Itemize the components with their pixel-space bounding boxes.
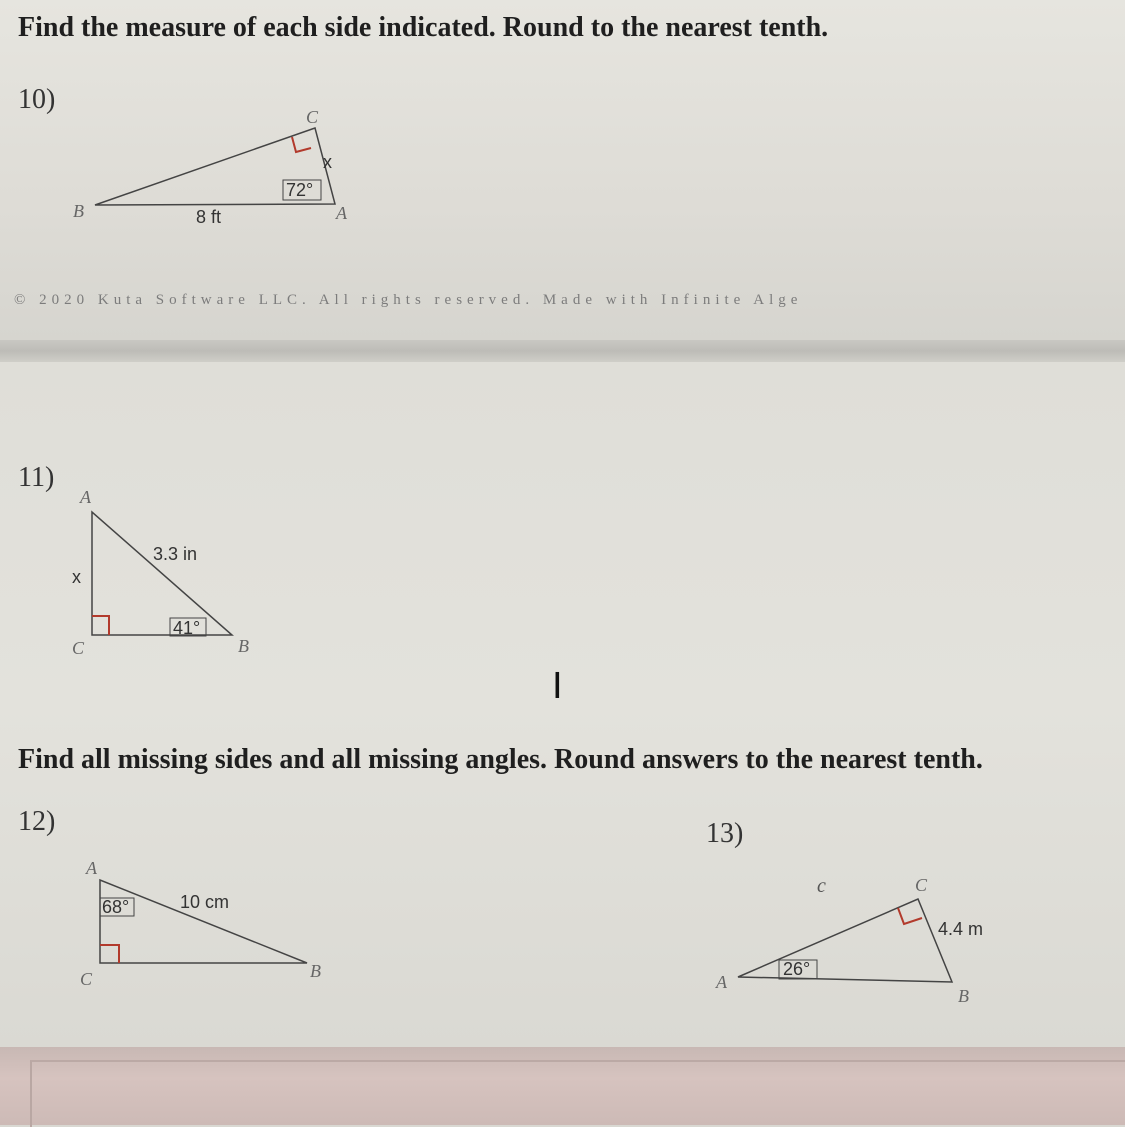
- problem-number-10: 10): [18, 84, 56, 115]
- vertex-label-b-10: B: [73, 201, 84, 221]
- angle-label-13: 26°: [783, 959, 811, 979]
- side-label-11: 3.3 in: [153, 544, 198, 564]
- angle-label-11: 41°: [173, 618, 201, 638]
- vertex-label-a-10: A: [336, 203, 347, 223]
- vertex-label-b-11: B: [238, 636, 249, 656]
- side-label-12: 10 cm: [180, 892, 230, 912]
- vertex-label-a-12: A: [86, 858, 97, 878]
- side-label-13: 4.4 m: [938, 919, 984, 939]
- vertex-label-b-13: B: [958, 986, 969, 1006]
- instructions-heading-2: Find all missing sides and all missing angles. Round answers to the nearest tenth.: [18, 744, 983, 775]
- vertex-label-a-11: A: [80, 487, 91, 507]
- vertex-label-a-13: A: [716, 972, 727, 992]
- triangle-11: [92, 512, 232, 635]
- right-angle-mark-12: [100, 945, 119, 963]
- unknown-x-11: x: [72, 567, 81, 587]
- problem-number-12: 12): [18, 806, 56, 837]
- right-angle-mark-11: [92, 616, 109, 635]
- vertex-label-c-10: C: [306, 107, 319, 127]
- unknown-x-10: x: [323, 152, 332, 172]
- angle-label-10: 72°: [286, 180, 314, 200]
- problem-number-13: 13): [706, 818, 744, 849]
- angle-label-12: 68°: [102, 897, 130, 917]
- triangle-13: [738, 899, 952, 982]
- side-label-10: 8 ft: [196, 207, 222, 227]
- handwritten-mark-13: c: [817, 875, 826, 897]
- problem-number-11: 11): [18, 462, 55, 493]
- vertex-label-c-12: C: [80, 969, 93, 989]
- vertex-label-b-12: B: [310, 961, 321, 981]
- instructions-heading-1: Find the measure of each side indicated. Round to the nearest tenth.: [18, 12, 829, 43]
- copyright-footer: © 2020 Kuta Software LLC. All rights reserved. Made with Infinite Alge: [14, 292, 803, 308]
- vertex-label-c-13: C: [915, 875, 928, 895]
- vertex-label-c-11: C: [72, 638, 85, 658]
- text-cursor-icon: I: [552, 666, 563, 707]
- right-angle-mark-13: [898, 908, 922, 924]
- right-angle-mark-10: [292, 137, 311, 152]
